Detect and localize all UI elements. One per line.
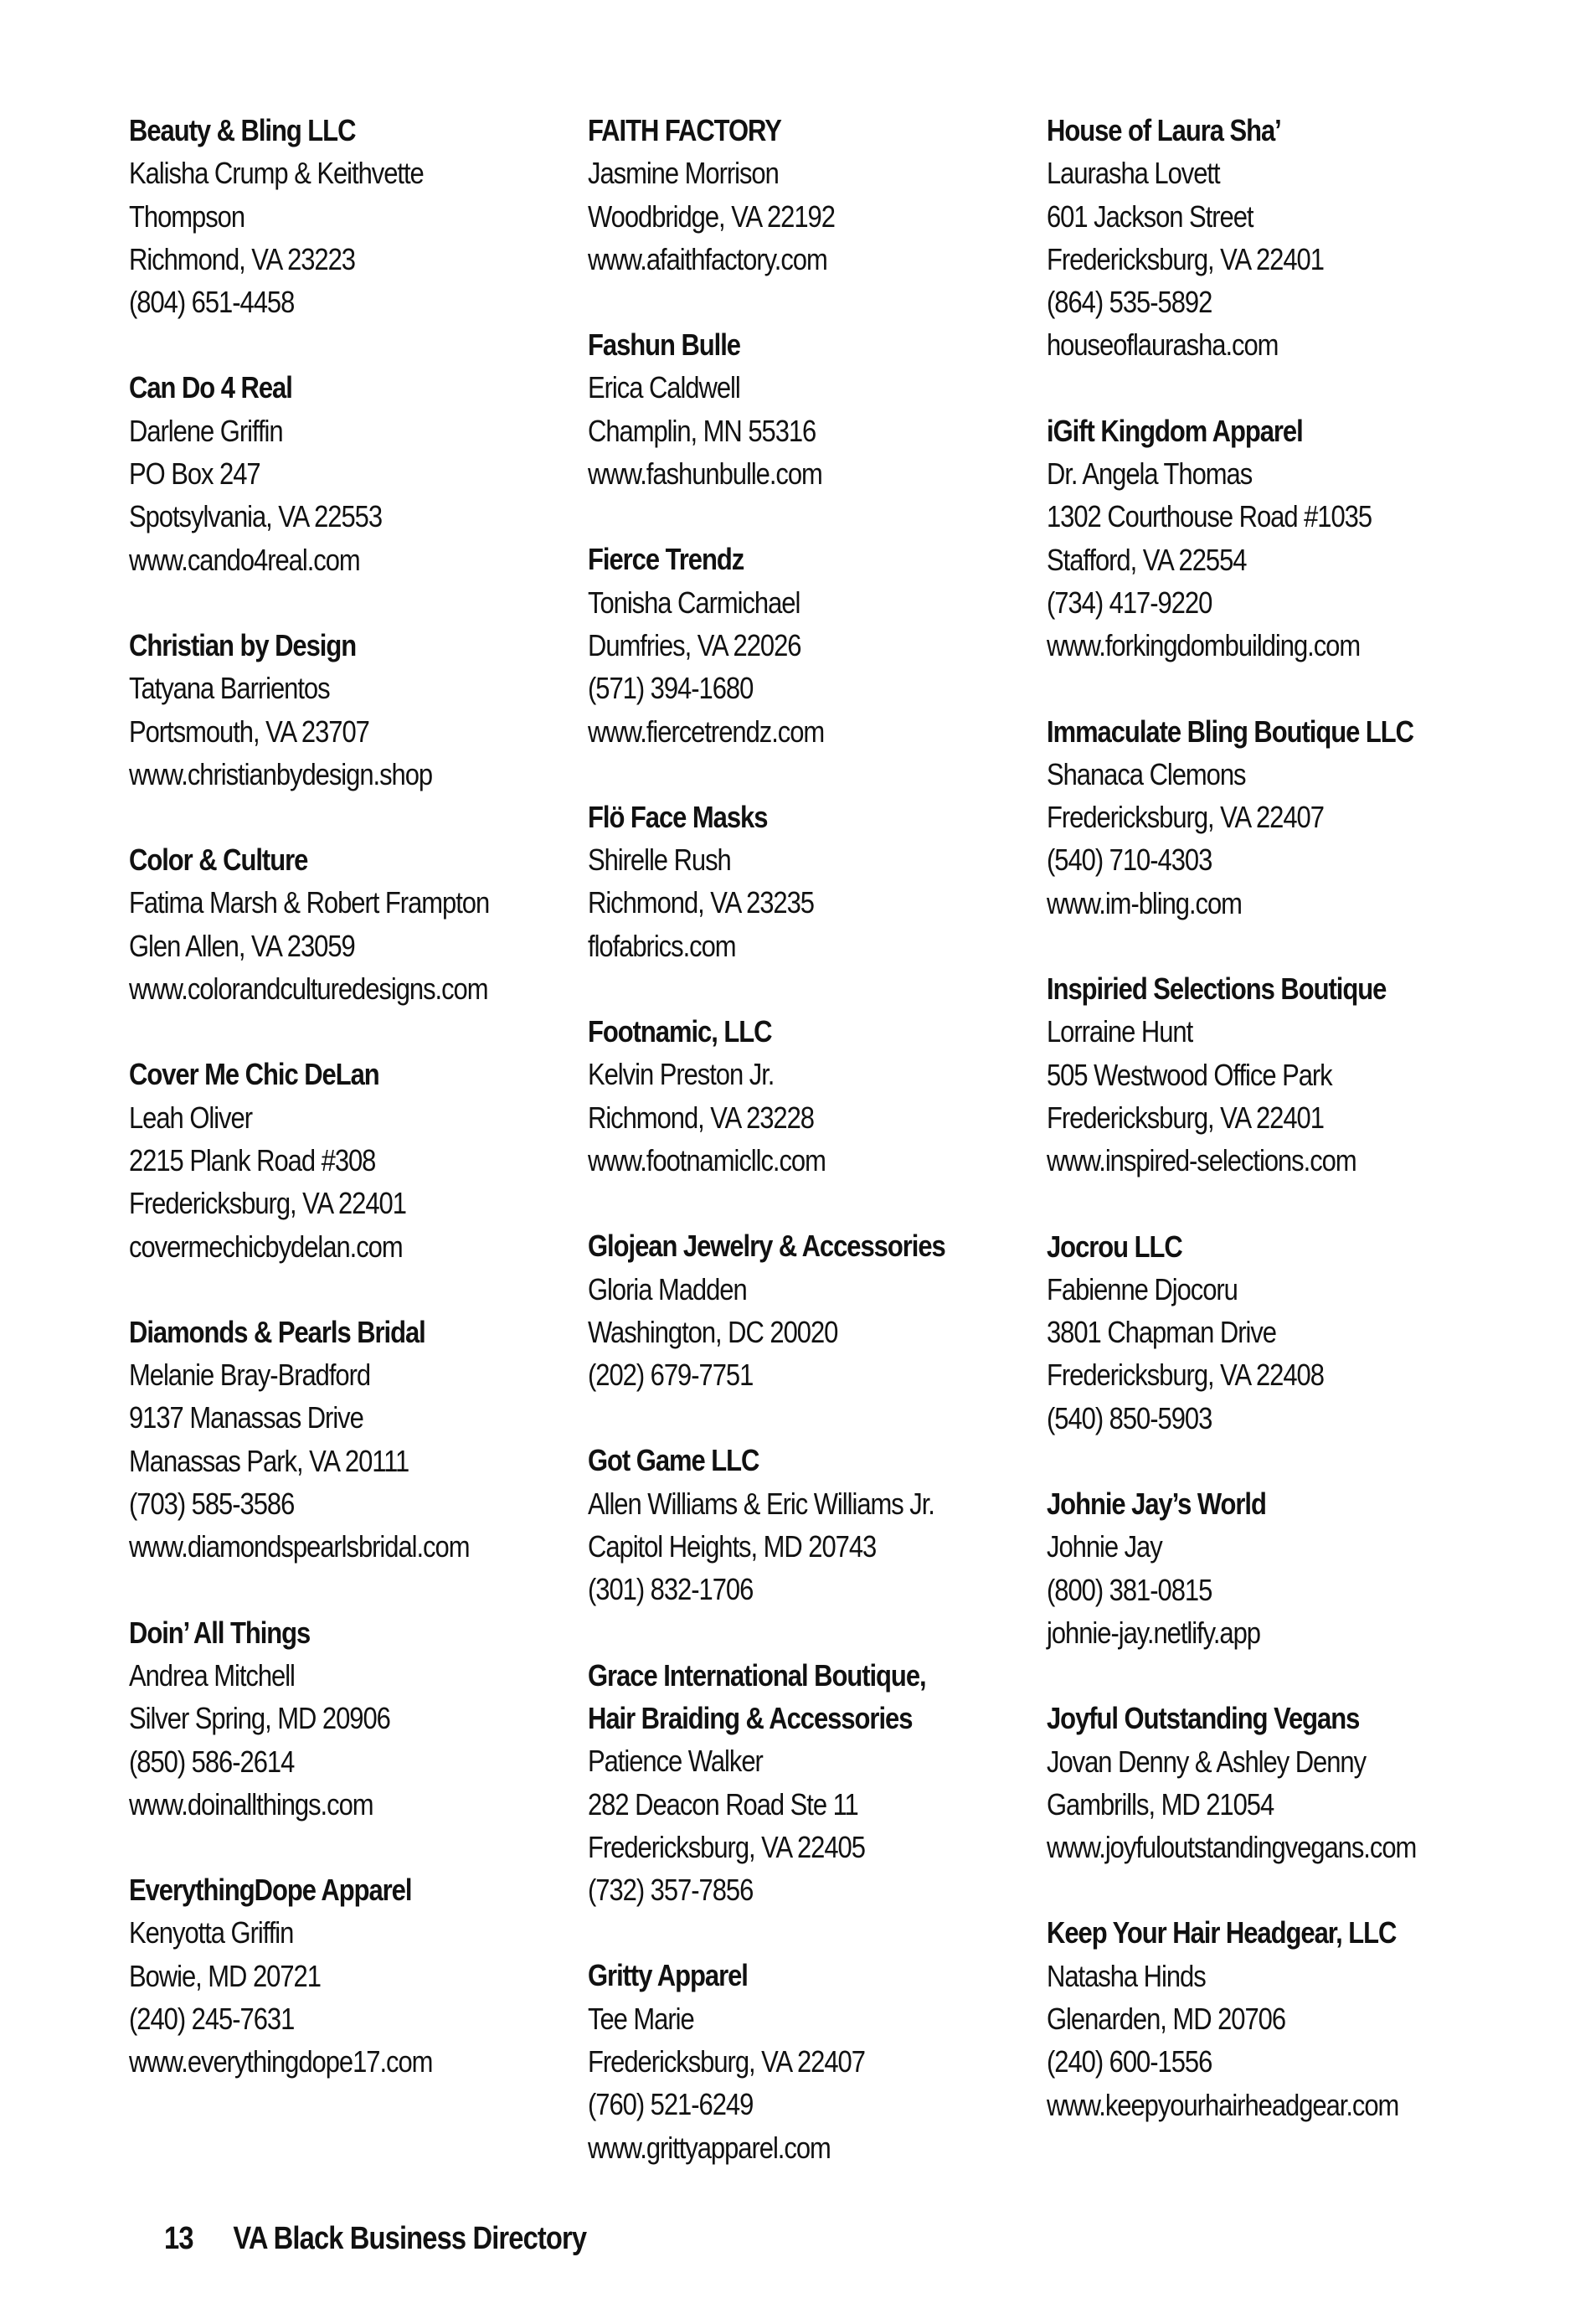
business-name: Footnamic, LLC	[588, 1014, 772, 1049]
business-detail-line: Champlin, MN 55316	[588, 413, 816, 448]
business-name: House of Laura Sha’	[1047, 113, 1281, 147]
business-entry	[588, 1224, 1047, 1396]
business-name: Doin’ All Things	[129, 1615, 311, 1650]
business-name: Cover Me Chic DeLan	[129, 1057, 379, 1092]
business-detail-line: (240) 600-1556	[1047, 2044, 1212, 2079]
business-detail-line: johnie-jay.netlify.app	[1047, 1615, 1260, 1650]
business-detail-line: 1302 Courthouse Road #1035	[1047, 499, 1372, 534]
business-entry	[588, 796, 1047, 967]
publication-title: VA Black Business Directory	[233, 2221, 587, 2256]
business-detail-line: Natasha Hinds	[1047, 1958, 1206, 1993]
business-detail-line: Spotsylvania, VA 22553	[129, 499, 383, 534]
business-entry	[1047, 1697, 1502, 1868]
business-entry	[588, 1010, 1047, 1182]
business-detail-line: Tonisha Carmichael	[588, 585, 800, 620]
business-entry	[1047, 710, 1502, 925]
business-detail-line: Stafford, VA 22554	[1047, 542, 1247, 577]
business-detail-line: Bowie, MD 20721	[129, 1958, 321, 1993]
business-detail-line: Allen Williams & Eric Williams Jr.	[588, 1486, 934, 1521]
business-name: Christian by Design	[129, 627, 357, 662]
business-entry	[129, 366, 588, 580]
business-detail-line: Glenarden, MD 20706	[1047, 2001, 1286, 2036]
business-detail-line: houseoflaurasha.com	[1047, 327, 1279, 363]
business-entry	[129, 1311, 588, 1569]
business-name: Johnie Jay’s World	[1047, 1487, 1266, 1522]
business-detail-line: Fabienne Djocoru	[1047, 1271, 1238, 1306]
business-detail-line: Fredericksburg, VA 22407	[1047, 800, 1324, 835]
business-entry	[129, 1053, 588, 1267]
business-detail-line: (540) 710-4303	[1047, 843, 1212, 878]
business-detail-line: (864) 535-5892	[1047, 285, 1212, 320]
business-detail-line: Fredericksburg, VA 22401	[1047, 241, 1324, 276]
business-detail-line: Kelvin Preston Jr.	[588, 1057, 775, 1092]
directory-columns	[129, 109, 1502, 2212]
business-name: Immaculate Bling Boutique LLC	[1047, 714, 1413, 749]
business-entry	[129, 838, 588, 1010]
directory-column-3	[1047, 109, 1502, 2212]
business-detail-line: Capitol Heights, MD 20743	[588, 1529, 877, 1564]
business-detail-line: Jovan Denny & Ashley Denny	[1047, 1744, 1367, 1779]
business-entry	[129, 109, 588, 323]
business-detail-line: 282 Deacon Road Ste 11	[588, 1786, 858, 1822]
business-detail-line: flofabrics.com	[588, 928, 736, 963]
business-detail-line: www.im-bling.com	[1047, 885, 1242, 920]
business-entry	[1047, 1482, 1502, 1654]
business-detail-line: 2215 Plank Road #308	[129, 1142, 376, 1177]
business-detail-line: Erica Caldwell	[588, 370, 740, 405]
business-detail-line: www.christianbydesign.shop	[129, 756, 433, 791]
business-detail-line: www.forkingdombuilding.com	[1047, 628, 1361, 663]
business-entry	[588, 323, 1047, 495]
business-entry	[588, 109, 1047, 281]
business-name: Joyful Outstanding Vegans	[1047, 1701, 1360, 1736]
business-detail-line: Manassas Park, VA 20111	[129, 1443, 409, 1478]
business-detail-line: (571) 394-1680	[588, 671, 754, 706]
business-detail-line: Fredericksburg, VA 22407	[588, 2043, 865, 2079]
business-detail-line: Fredericksburg, VA 22408	[1047, 1358, 1324, 1393]
business-name: Keep Your Hair Headgear, LLC	[1047, 1915, 1397, 1950]
page-footer	[164, 2221, 586, 2257]
business-entry	[129, 624, 588, 796]
business-detail-line: Dumfries, VA 22026	[588, 627, 801, 662]
business-detail-line: www.inspired-selections.com	[1047, 1143, 1356, 1178]
business-entry	[588, 1439, 1047, 1610]
business-detail-line: (734) 417-9220	[1047, 585, 1212, 620]
business-detail-line: Washington, DC 20020	[588, 1314, 838, 1349]
business-entry	[1047, 410, 1502, 667]
directory-column-2	[588, 109, 1047, 2212]
business-entry	[1047, 967, 1502, 1182]
business-detail-line: Silver Spring, MD 20906	[129, 1701, 390, 1736]
business-detail-line: Fredericksburg, VA 22401	[1047, 1100, 1324, 1135]
business-detail-line: (804) 651-4458	[129, 285, 295, 320]
business-detail-line: 601 Jackson Street	[1047, 198, 1253, 234]
business-name: FAITH FACTORY	[588, 113, 781, 147]
business-detail-line: www.fiercetrendz.com	[588, 714, 825, 749]
business-name: iGift Kingdom Apparel	[1047, 413, 1303, 448]
business-detail-line: www.doinallthings.com	[129, 1786, 373, 1822]
business-detail-line: www.cando4real.com	[129, 542, 360, 577]
business-detail-line: (732) 357-7856	[588, 1873, 754, 1908]
business-detail-line: Thompson	[129, 198, 245, 234]
business-detail-line: www.diamondspearlsbridal.com	[129, 1529, 470, 1564]
business-detail-line: www.colorandculturedesigns.com	[129, 971, 488, 1007]
business-entry	[588, 1654, 1047, 1912]
business-detail-line: Tatyana Barrientos	[129, 671, 330, 706]
business-detail-line: www.grittyapparel.com	[588, 2130, 831, 2165]
business-name: Can Do 4 Real	[129, 370, 292, 405]
business-name: Got Game LLC	[588, 1443, 759, 1478]
business-detail-line: 3801 Chapman Drive	[1047, 1315, 1276, 1350]
business-detail-line: Fredericksburg, VA 22405	[588, 1829, 865, 1864]
business-detail-line: www.afaithfactory.com	[588, 241, 827, 276]
business-detail-line: Lorraine Hunt	[1047, 1014, 1193, 1049]
business-detail-line: Patience Walker	[588, 1744, 763, 1779]
business-entry	[129, 1868, 588, 2083]
business-name: Flö Face Masks	[588, 799, 768, 834]
business-detail-line: Andrea Mitchell	[129, 1657, 295, 1693]
business-entry	[588, 538, 1047, 752]
business-detail-line: Fatima Marsh & Robert Frampton	[129, 885, 490, 920]
business-detail-line: Tee Marie	[588, 2001, 694, 2036]
business-detail-line: (760) 521-6249	[588, 2087, 754, 2122]
business-detail-line: www.joyfuloutstandingvegans.com	[1047, 1830, 1417, 1865]
business-detail-line: Leah Oliver	[129, 1100, 252, 1135]
business-detail-line: (850) 586-2614	[129, 1744, 295, 1779]
business-detail-line: (540) 850-5903	[1047, 1400, 1212, 1435]
business-detail-line: PO Box 247	[129, 456, 260, 492]
business-detail-line: Kalisha Crump & Keithvette	[129, 156, 424, 191]
business-detail-line: Woodbridge, VA 22192	[588, 198, 835, 234]
business-detail-line: Gambrills, MD 21054	[1047, 1786, 1274, 1822]
business-detail-line: www.fashunbulle.com	[588, 456, 822, 492]
business-detail-line: Richmond, VA 23223	[129, 241, 355, 276]
business-detail-line: Laurasha Lovett	[1047, 156, 1220, 191]
business-detail-line: (202) 679-7751	[588, 1358, 754, 1393]
business-detail-line: Portsmouth, VA 23707	[129, 714, 369, 749]
page-number: 13	[164, 2221, 193, 2256]
business-detail-line: Fredericksburg, VA 22401	[129, 1186, 406, 1221]
business-detail-line: Kenyotta Griffin	[129, 1915, 294, 1950]
business-entry	[129, 1611, 588, 1826]
business-detail-line: www.footnamicllc.com	[588, 1142, 826, 1177]
business-detail-line: Richmond, VA 23228	[588, 1100, 814, 1135]
business-detail-line: (301) 832-1706	[588, 1572, 754, 1607]
business-detail-line: (703) 585-3586	[129, 1487, 295, 1522]
business-name: EverythingDope Apparel	[129, 1873, 412, 1908]
business-detail-line: (800) 381-0815	[1047, 1572, 1212, 1607]
business-detail-line: Shanaca Clemons	[1047, 756, 1246, 791]
business-name: Fashun Bulle	[588, 327, 740, 363]
business-name: Inspiried Selections Boutique	[1047, 971, 1387, 1007]
business-name: Gritty Apparel	[588, 1958, 748, 1993]
business-detail-line: www.keepyourhairheadgear.com	[1047, 2087, 1399, 2122]
business-entry	[1047, 1911, 1502, 2126]
business-detail-line: www.everythingdope17.com	[129, 2044, 433, 2079]
directory-column-1	[129, 109, 588, 2212]
business-detail-line: covermechicbydelan.com	[129, 1229, 403, 1264]
business-detail-line: Darlene Griffin	[129, 413, 283, 448]
business-detail-line: Melanie Bray-Bradford	[129, 1358, 371, 1393]
business-name: Fierce Trendz	[588, 542, 744, 577]
business-detail-line: Johnie Jay	[1047, 1529, 1162, 1564]
business-name: Diamonds & Pearls Bridal	[129, 1314, 425, 1349]
business-name: Color & Culture	[129, 843, 308, 878]
business-detail-line: Jasmine Morrison	[588, 156, 779, 191]
business-entry	[1047, 109, 1502, 367]
business-name: Glojean Jewelry & Accessories	[588, 1229, 945, 1264]
business-name-continued: Hair Braiding & Accessories	[588, 1700, 913, 1735]
business-detail-line: Richmond, VA 23235	[588, 885, 814, 920]
business-detail-line: 505 Westwood Office Park	[1047, 1057, 1332, 1092]
business-entry	[588, 1954, 1047, 2168]
business-name: Beauty & Bling LLC	[129, 113, 356, 147]
business-detail-line: 9137 Manassas Drive	[129, 1400, 363, 1435]
business-detail-line: Dr. Angela Thomas	[1047, 456, 1253, 492]
business-entry	[1047, 1225, 1502, 1440]
business-name: Grace International Boutique,	[588, 1657, 926, 1693]
business-detail-line: (240) 245-7631	[129, 2001, 295, 2036]
business-detail-line: Glen Allen, VA 23059	[129, 928, 355, 963]
business-detail-line: Shirelle Rush	[588, 843, 731, 878]
business-detail-line: Gloria Madden	[588, 1271, 747, 1306]
business-name: Jocrou LLC	[1047, 1229, 1182, 1264]
